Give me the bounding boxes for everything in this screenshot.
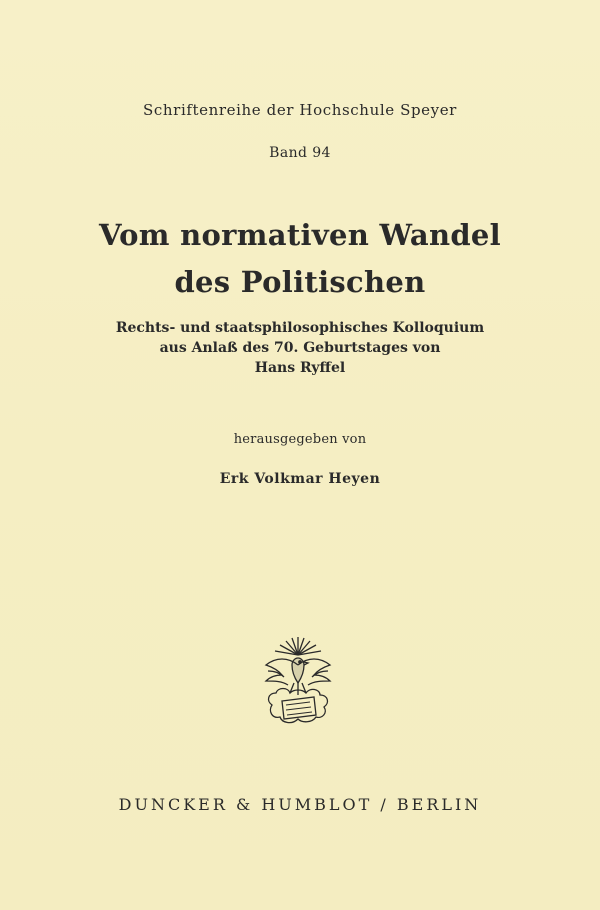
book-title-line-1: Vom normativen Wandel [98, 218, 501, 252]
series-name: Schriftenreihe der Hochschule Speyer [143, 101, 457, 119]
subtitle-line-3: Hans Ryffel [254, 360, 346, 376]
volume-number: Band 94 [269, 145, 331, 161]
subtitle-line-1: Rechts- und staatsphilosophisches Kolloquium [115, 320, 485, 336]
subtitle-line-2: aus Anlaß des 70. Geburtstages von [159, 340, 441, 356]
publisher-imprint: DUNCKER & HUMBLOT / BERLIN [118, 795, 482, 814]
editor-label: herausgegeben von [233, 432, 367, 447]
publisher-eagle-emblem-icon [258, 635, 338, 730]
editor-name: Erk Volkmar Heyen [219, 471, 381, 487]
book-title-line-2: des Politischen [174, 265, 426, 299]
